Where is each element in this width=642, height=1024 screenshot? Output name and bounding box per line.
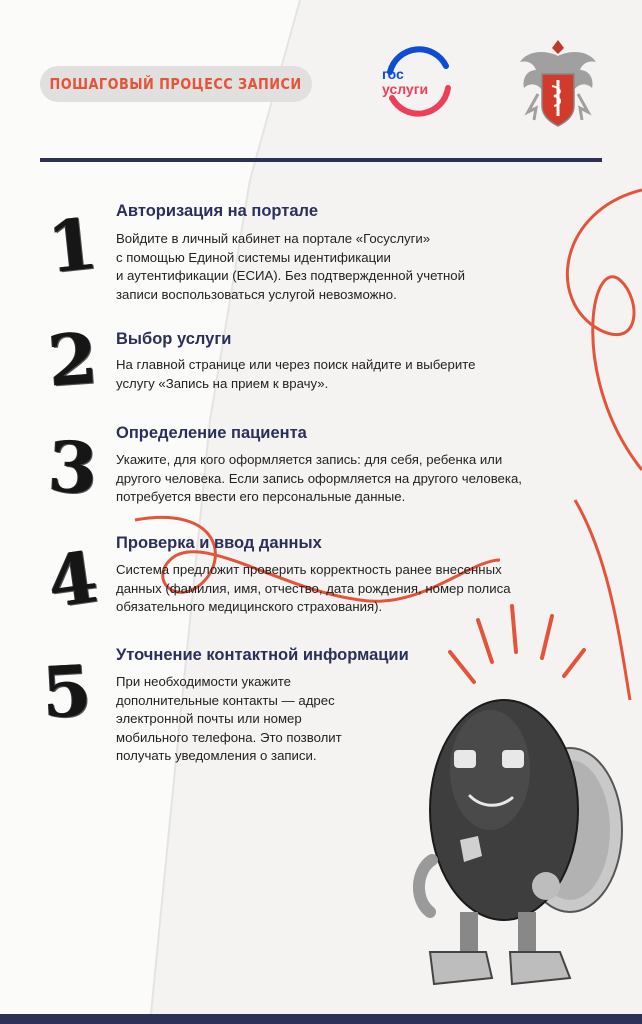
step-5-number: 5 [40,648,94,735]
step-4-title: Проверка и ввод данных [116,534,322,552]
step-1-text: Войдите в личный кабинет на портале «Госуслуги» с помощью Единой системы идентификации и аутентификации (ЕСИА). Без подтвержденной учетной записи воспользоваться услугой невозможно. [116,231,466,302]
step-4-number: 4 [43,535,103,624]
step-5-title: Уточнение контактной информации [116,646,409,664]
ministry-emblem-icon [516,36,600,130]
step-4-text: Система предложит проверить корректность ранее внесенных данных (фамилия, имя, отчество, дата рождения, номер полиса обязательного медицинского страхования). [116,562,511,614]
gosuslugi-logo-line2: услуги [382,81,429,97]
step-3-number: 3 [46,424,100,511]
step-2-text: На главной странице или через поиск найдите и выберите услугу «Запись на прием к врачу». [116,357,476,391]
step-2-number: 2 [45,316,101,403]
step-1-title: Авторизация на портале [116,202,318,220]
step-2-title: Выбор услуги [116,330,232,348]
step-5-text: При необходимости укажите дополнительные контакты — адрес электронной почты или номер мобильного телефона. Это позволит получать уведомления о записи. [116,674,342,763]
gosuslugi-logo [376,42,458,118]
step-3-title: Определение пациента [116,424,307,442]
section-title-pill [40,66,312,102]
gosuslugi-logo-line1: гос [382,66,404,82]
bottom-bar [0,1014,642,1024]
step-1-number: 1 [44,201,102,290]
mascot-illustration [400,600,642,1014]
section-title: ПОШАГОВЫЙ ПРОЦЕСС ЗАПИСИ [49,75,303,93]
step-3-text: Укажите, для кого оформляется запись: для себя, ребенка или другого человека. Если запись оформляется на другого человека, потребуется ввести его персональные данные. [116,452,522,504]
header-divider [40,158,602,162]
